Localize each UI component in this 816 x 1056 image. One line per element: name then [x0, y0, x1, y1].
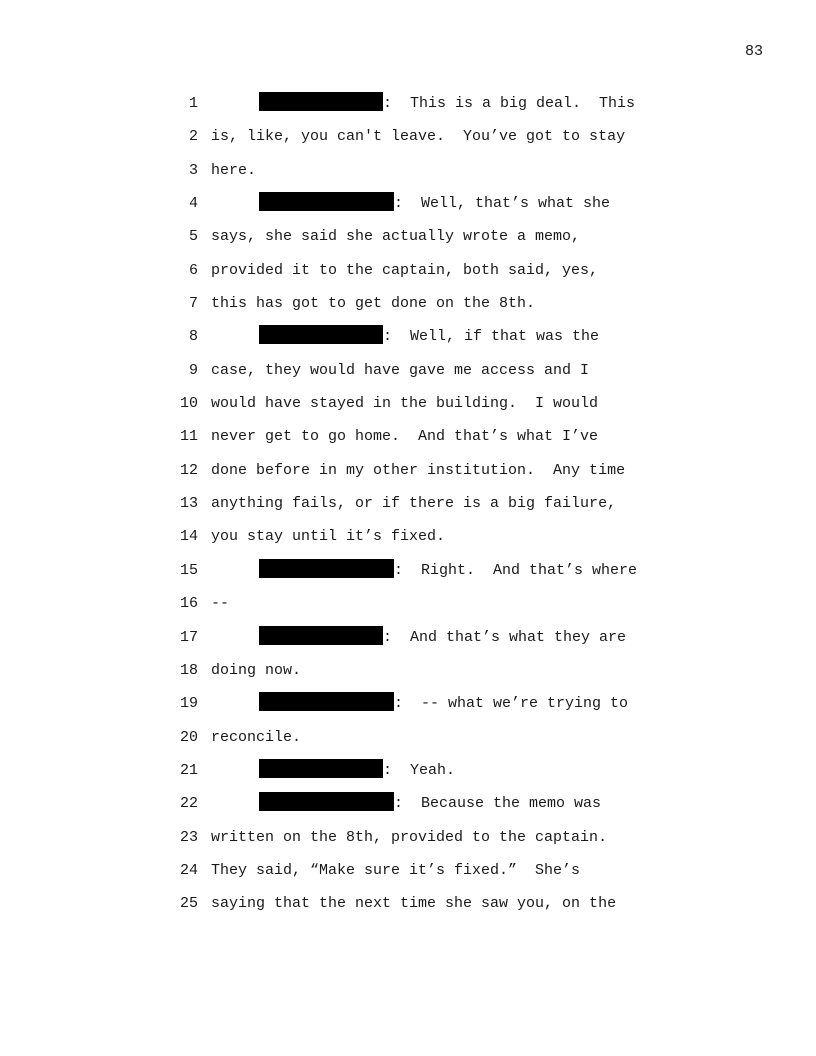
- line-number: 15: [179, 561, 198, 579]
- line-text: [211, 120, 625, 153]
- transcript-line: [0, 587, 816, 620]
- line-number: 24: [179, 861, 198, 879]
- line-text: [211, 254, 598, 287]
- line-text: [211, 821, 607, 854]
- transcript-line: [0, 687, 816, 720]
- line-content: : Yeah.: [383, 761, 456, 779]
- transcript-line: [0, 787, 816, 820]
- line-number: 20: [179, 728, 198, 746]
- line-content: says, she said she actually wrote a memo,: [211, 228, 581, 246]
- line-text: [211, 387, 598, 420]
- line-number: 9: [188, 361, 198, 379]
- line-text: [211, 154, 256, 187]
- line-content: : Well, that’s what she: [394, 195, 611, 213]
- line-text: [259, 187, 610, 220]
- line-text: [259, 320, 599, 353]
- line-content: --: [211, 595, 230, 613]
- line-text: [211, 654, 301, 687]
- speaker-redaction: [259, 792, 394, 811]
- line-content: case, they would have gave me access and I: [211, 361, 590, 379]
- line-number: 1: [188, 95, 198, 112]
- transcript-line: [0, 420, 816, 453]
- line-text: [211, 854, 580, 887]
- line-number: 16: [179, 595, 198, 613]
- line-content: is, like, you can't leave. You’ve got to stay: [211, 128, 626, 146]
- line-content: saying that the next time she saw you, on the: [211, 895, 617, 913]
- speaker-redaction: [259, 626, 383, 645]
- speaker-redaction: [259, 559, 394, 578]
- line-text: [211, 487, 616, 520]
- line-content: : Well, if that was the: [383, 328, 600, 346]
- line-text: [211, 454, 625, 487]
- line-content: : And that’s what they are: [383, 628, 627, 646]
- transcript-line: [0, 520, 816, 553]
- line-text: [259, 687, 628, 720]
- line-number: 25: [179, 895, 198, 913]
- transcript-line: [0, 154, 816, 187]
- transcript-line: [0, 120, 816, 153]
- transcript-line: [0, 187, 816, 220]
- line-content: : Right. And that’s where: [394, 561, 638, 579]
- line-number: 18: [179, 661, 198, 679]
- line-number: 23: [179, 828, 198, 846]
- line-content: They said, “Make sure it’s fixed.” She’s: [211, 861, 581, 879]
- line-number: 17: [179, 628, 198, 646]
- line-text: [259, 554, 637, 587]
- line-number: 8: [188, 328, 198, 346]
- line-text: [259, 787, 601, 820]
- transcript-line: [0, 654, 816, 687]
- page-number: 83: [744, 43, 763, 60]
- transcript-line: [0, 354, 816, 387]
- line-number: 10: [179, 395, 198, 413]
- transcript-line: [0, 487, 816, 520]
- line-content: would have stayed in the building. I would: [211, 395, 599, 413]
- speaker-redaction: [259, 759, 383, 778]
- line-number: 3: [188, 161, 198, 179]
- line-text: [211, 520, 445, 553]
- transcript-line: [0, 721, 816, 754]
- line-number: 21: [179, 761, 198, 779]
- line-content: you stay until it’s fixed.: [211, 528, 446, 546]
- line-number: 6: [188, 261, 198, 279]
- line-content: done before in my other institution. Any time: [211, 461, 626, 479]
- transcript-line: [0, 387, 816, 420]
- speaker-redaction: [259, 92, 383, 111]
- line-content: : This is a big deal. This: [383, 95, 636, 112]
- line-content: : Because the memo was: [394, 795, 602, 813]
- line-text: [211, 587, 229, 620]
- line-text: [211, 220, 580, 253]
- transcript-line: [0, 220, 816, 253]
- transcript-line: [0, 754, 816, 787]
- line-number: 11: [179, 428, 198, 446]
- line-number: 13: [179, 495, 198, 513]
- transcript-line: [0, 854, 816, 887]
- line-text: [211, 287, 535, 320]
- line-text: [211, 721, 301, 754]
- line-text: [259, 87, 635, 120]
- speaker-redaction: [259, 325, 383, 344]
- line-content: provided it to the captain, both said, yes,: [211, 261, 599, 279]
- transcript-line: [0, 821, 816, 854]
- transcript-line: [0, 554, 816, 587]
- speaker-redaction: [259, 192, 394, 211]
- transcript-line: [0, 621, 816, 654]
- line-number: 7: [188, 295, 198, 313]
- line-content: reconcile.: [211, 728, 302, 746]
- line-text: [211, 420, 598, 453]
- line-number: 2: [188, 128, 198, 146]
- line-content: : -- what we’re trying to: [394, 695, 629, 713]
- line-content: never get to go home. And that’s what I’ve: [211, 428, 599, 446]
- line-text: [259, 754, 455, 787]
- transcript-line: [0, 87, 816, 120]
- speaker-redaction: [259, 692, 394, 711]
- line-content: this has got to get done on the 8th.: [211, 295, 536, 313]
- line-content: doing now.: [211, 661, 302, 679]
- line-number: 12: [179, 461, 198, 479]
- line-content: written on the 8th, provided to the captain.: [211, 828, 608, 846]
- line-text: [211, 354, 589, 387]
- transcript-line: [0, 287, 816, 320]
- transcript-line: [0, 254, 816, 287]
- line-number: 5: [188, 228, 198, 246]
- line-number: 4: [188, 195, 198, 213]
- transcript-line: [0, 887, 816, 920]
- line-content: here.: [211, 161, 257, 179]
- line-content: anything fails, or if there is a big failure,: [211, 495, 617, 513]
- line-number: 14: [179, 528, 198, 546]
- transcript-line: [0, 454, 816, 487]
- line-text: [259, 621, 626, 654]
- transcript-body: [0, 87, 816, 921]
- transcript-line: [0, 320, 816, 353]
- line-number: 19: [179, 695, 198, 713]
- line-text: [211, 887, 616, 920]
- line-number: 22: [179, 795, 198, 813]
